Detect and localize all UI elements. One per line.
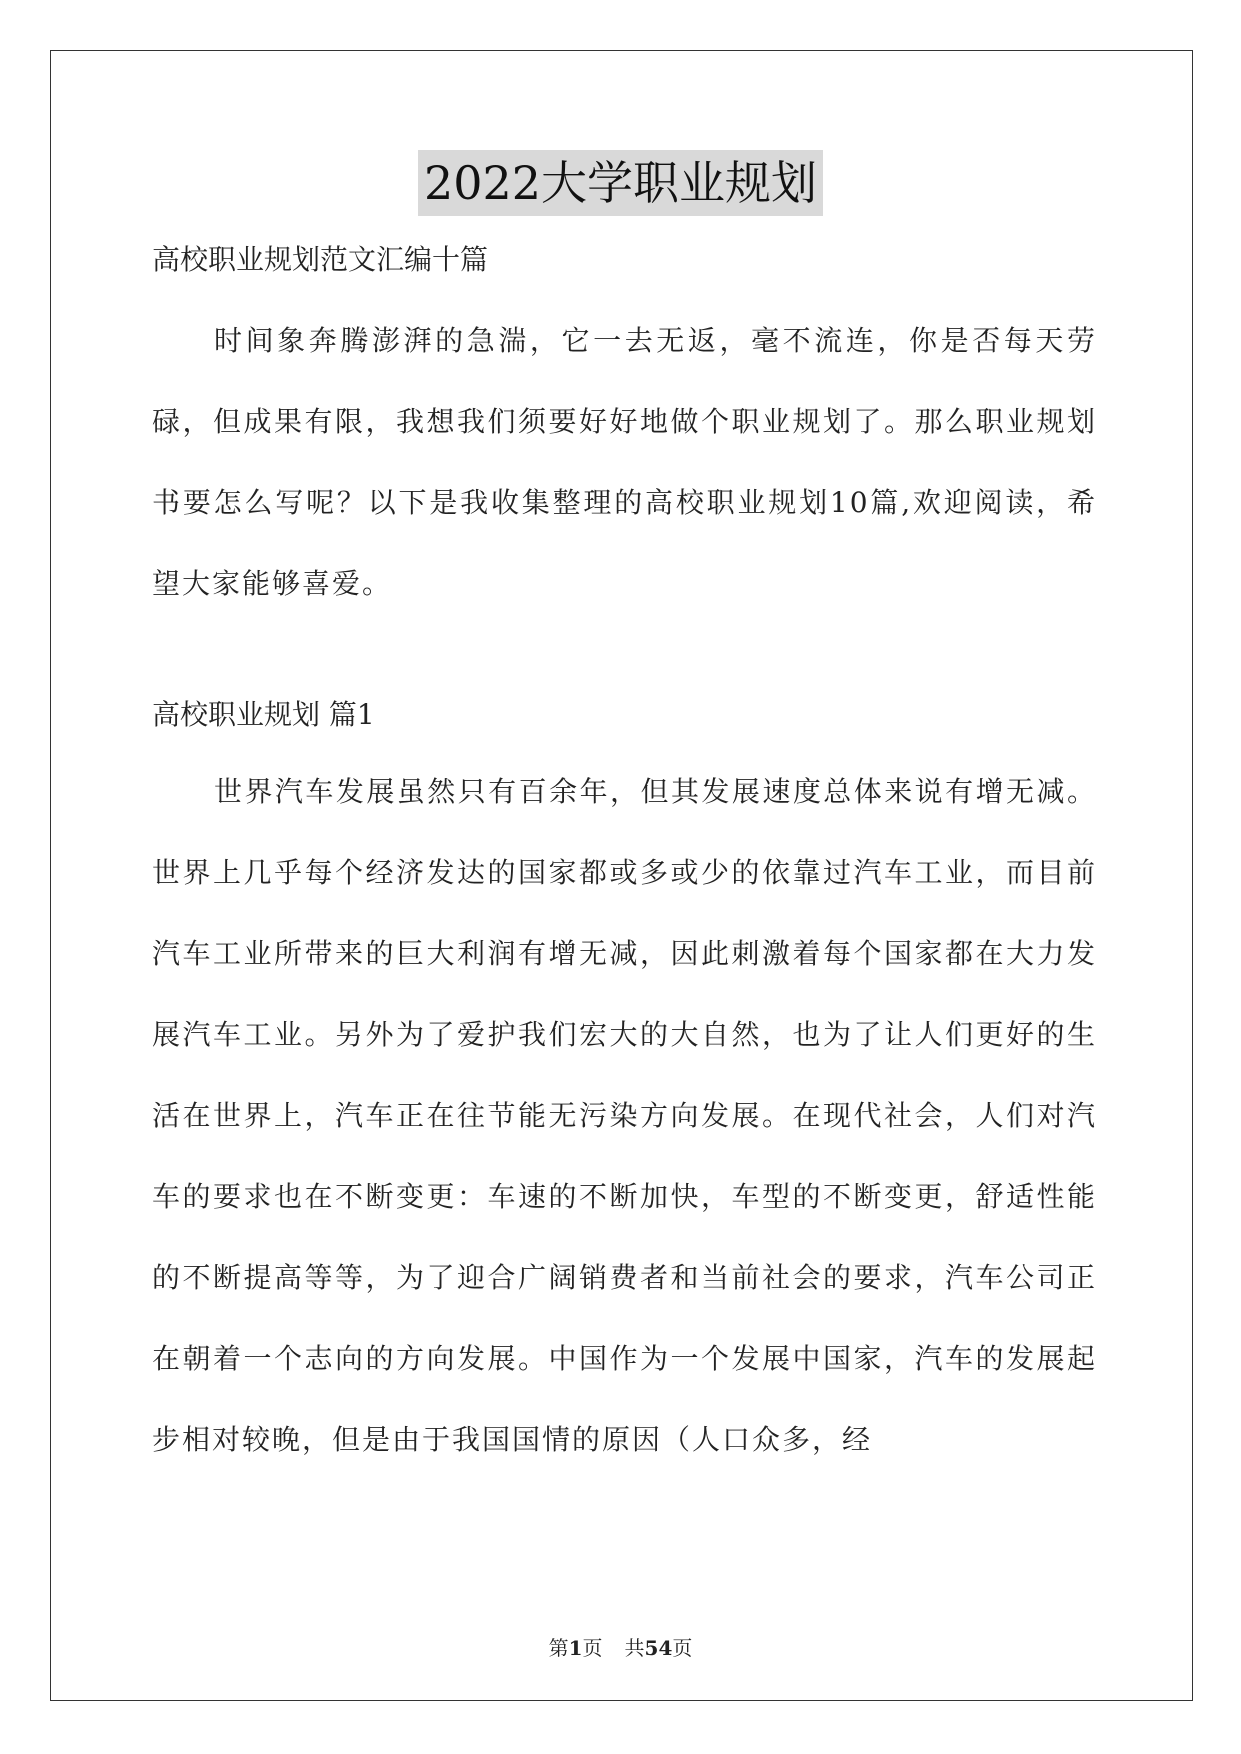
document-title: 2022大学职业规划 [418, 150, 823, 216]
page-prefix: 第 [548, 1636, 569, 1660]
total-page-count: 54 [644, 1636, 673, 1660]
current-page-number: 1 [568, 1636, 583, 1660]
subtitle: 高校职业规划范文汇编十篇 [152, 243, 489, 276]
document-body [152, 238, 1097, 1480]
page-footer [0, 1632, 1241, 1661]
total-suffix: 页 [672, 1636, 693, 1660]
page-suffix: 页 [582, 1636, 603, 1660]
title-container [0, 150, 1241, 216]
spacer [152, 737, 1097, 751]
section-paragraph: 世界汽车发展虽然只有百余年，但其发展速度总体来说有增无减。世界上几乎每个经济发达的国家都或多或少的依靠过汽车工业，而目前汽车工业所带来的巨大利润有增无减，因此刺激着每个国家都在大力发展汽车工业。另外为了爱护我们宏大的大自然，也为了让人们更好的生活在世界上，汽车正在往节能无污染方向发展。在现代社会，人们对汽车的要求也在不断变更：车速的不断加快，车型的不断变更，舒适性能的不断提高等等，为了迎合广阔销费者和当前社会的要求，汽车公司正在朝着一个志向的方向发展。中国作为一个发展中国家，汽车的发展起步相对较晚，但是由于我国国情的原因（人口众多，经 [152, 775, 1097, 1456]
section-heading: 高校职业规划 篇1 [152, 698, 375, 731]
intro-paragraph: 时间象奔腾澎湃的急湍，它一去无返，毫不流连，你是否每天劳碌，但成果有限，我想我们须要好好地做个职业规划了。那么职业规划书要怎么写呢？以下是我收集整理的高校职业规划10篇,欢迎阅读，希望大家能够喜爱。 [152, 324, 1097, 600]
spacer [152, 282, 1097, 300]
total-prefix: 共 [624, 1636, 645, 1660]
spacer [152, 624, 1097, 693]
